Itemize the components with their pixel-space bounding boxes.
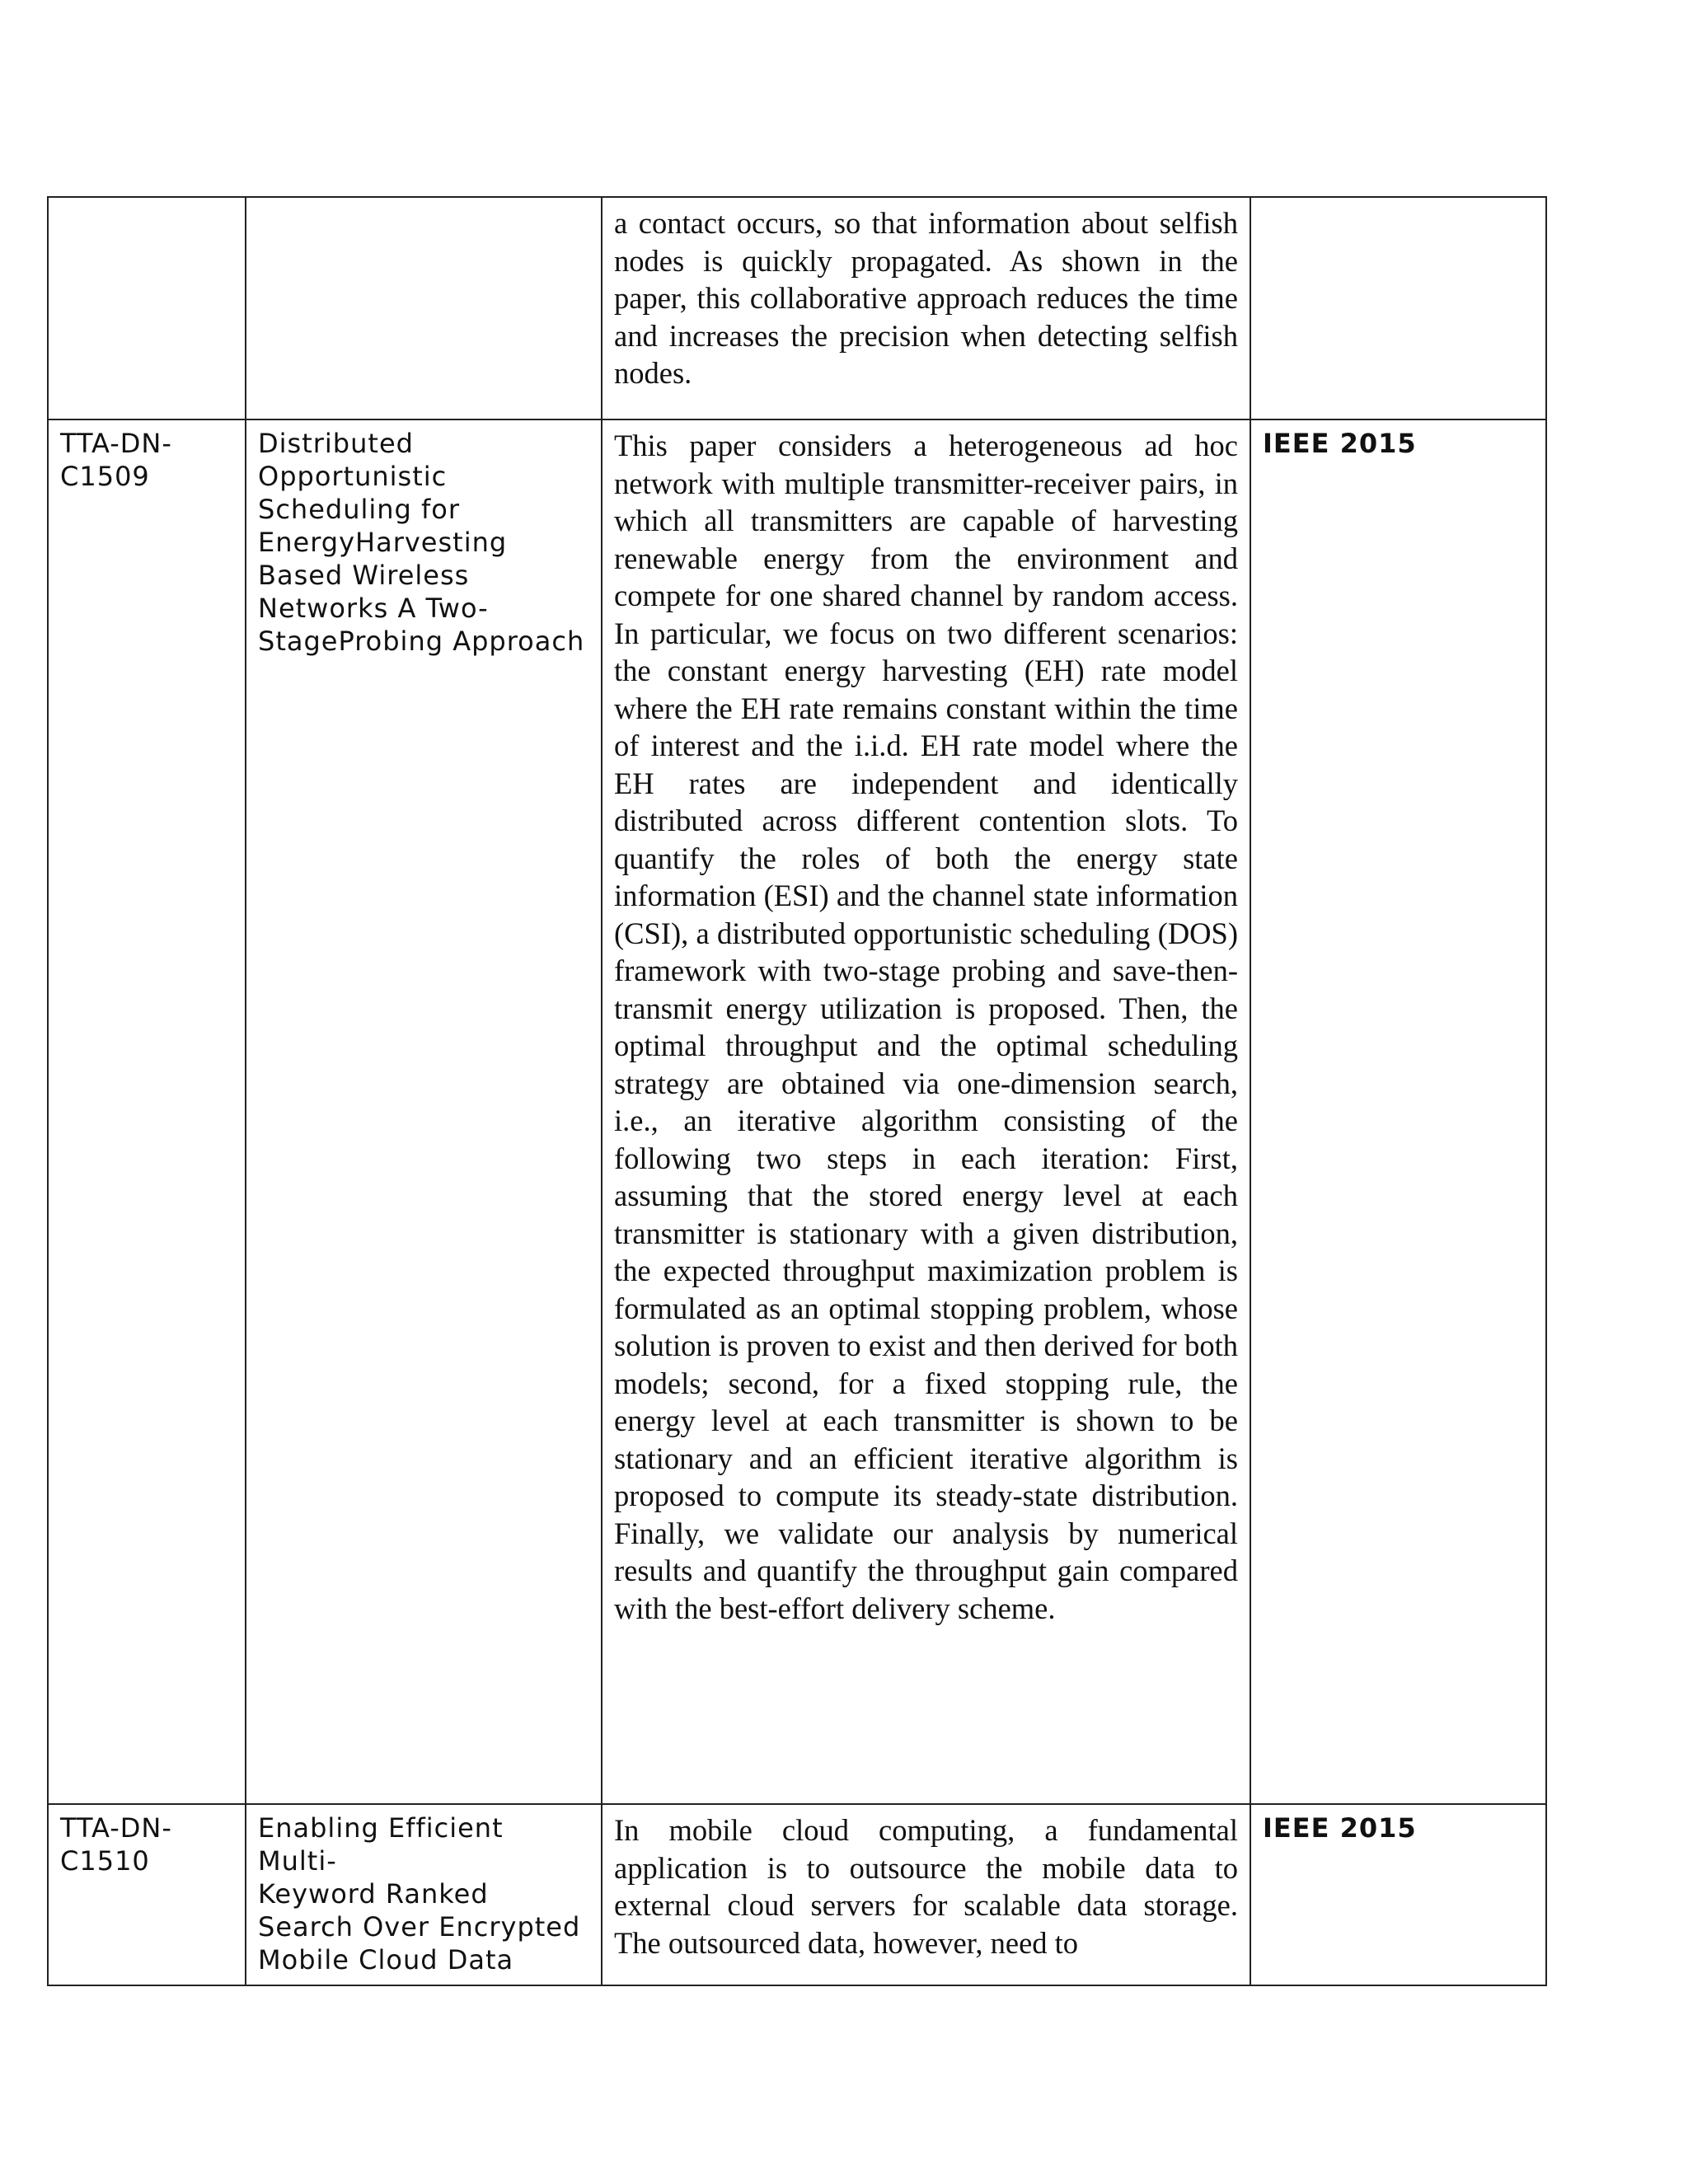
- project-id-cell: TTA-DN- C1509: [48, 419, 246, 1804]
- table-row: [48, 419, 1546, 1804]
- abstract-cell: In mobile cloud computing, a fundamental application is to outsource the mobile data to external cloud servers for scalable data storage. The outsourced data, however, need to: [602, 1804, 1250, 1985]
- project-id-cell: TTA-DN- C1510: [48, 1804, 246, 1985]
- project-id-cell: [48, 197, 246, 419]
- year-cell: IEEE 2015: [1250, 1804, 1546, 1985]
- project-table: [47, 196, 1547, 1986]
- project-title-cell: Enabling Efficient Multi- Keyword Ranked Search Over Encrypted Mobile Cloud Data: [246, 1804, 602, 1985]
- year-cell: IEEE 2015: [1250, 419, 1546, 1804]
- abstract-cell: This paper considers a heterogeneous ad hoc network with multiple transmitter-receiver pairs, in which all transmitters are capable of harvesting renewable energy from the environment and compete for one shared channel by random access. In particular, we focus on two different scenarios: the constant energy harvesting (EH) rate model where the EH rate remains constant within the time of interest and the i.i.d. EH rate model where the EH rates are independent and identically distributed across different contention slots. To quantify the roles of both the energy state information (ESI) and the channel state information (CSI), a distributed opportunistic scheduling (DOS) framework with two-stage probing and save-then-transmit energy utilization is proposed. Then, the optimal throughput and the optimal scheduling strategy are obtained via one-dimension search, i.e., an iterative algorithm consisting of the following two steps in each iteration: First, assuming that the stored energy level at each transmitter is stationary with a given distribution, the expected throughput maximization problem is formulated as an optimal stopping problem, whose solution is proven to exist and then derived for both models; second, for a fixed stopping rule, the energy level at each transmitter is shown to be stationary and an efficient iterative algorithm is proposed to compute its steady-state distribution. Finally, we validate our analysis by numerical results and quantify the throughput gain compared with the best-effort delivery scheme.: [602, 419, 1250, 1804]
- abstract-cell: a contact occurs, so that information about selfish nodes is quickly propagated. As shown in the paper, this collaborative approach reduces the time and increases the precision when detecting selfish nodes.: [602, 197, 1250, 419]
- project-title-cell: [246, 197, 602, 419]
- table-row: [48, 1804, 1546, 1985]
- table-row: [48, 197, 1546, 419]
- project-title-cell: Distributed Opportunistic Scheduling for EnergyHarvesting Based Wireless Networks A Two- StageProbing Approach: [246, 419, 602, 1804]
- year-cell: [1250, 197, 1546, 419]
